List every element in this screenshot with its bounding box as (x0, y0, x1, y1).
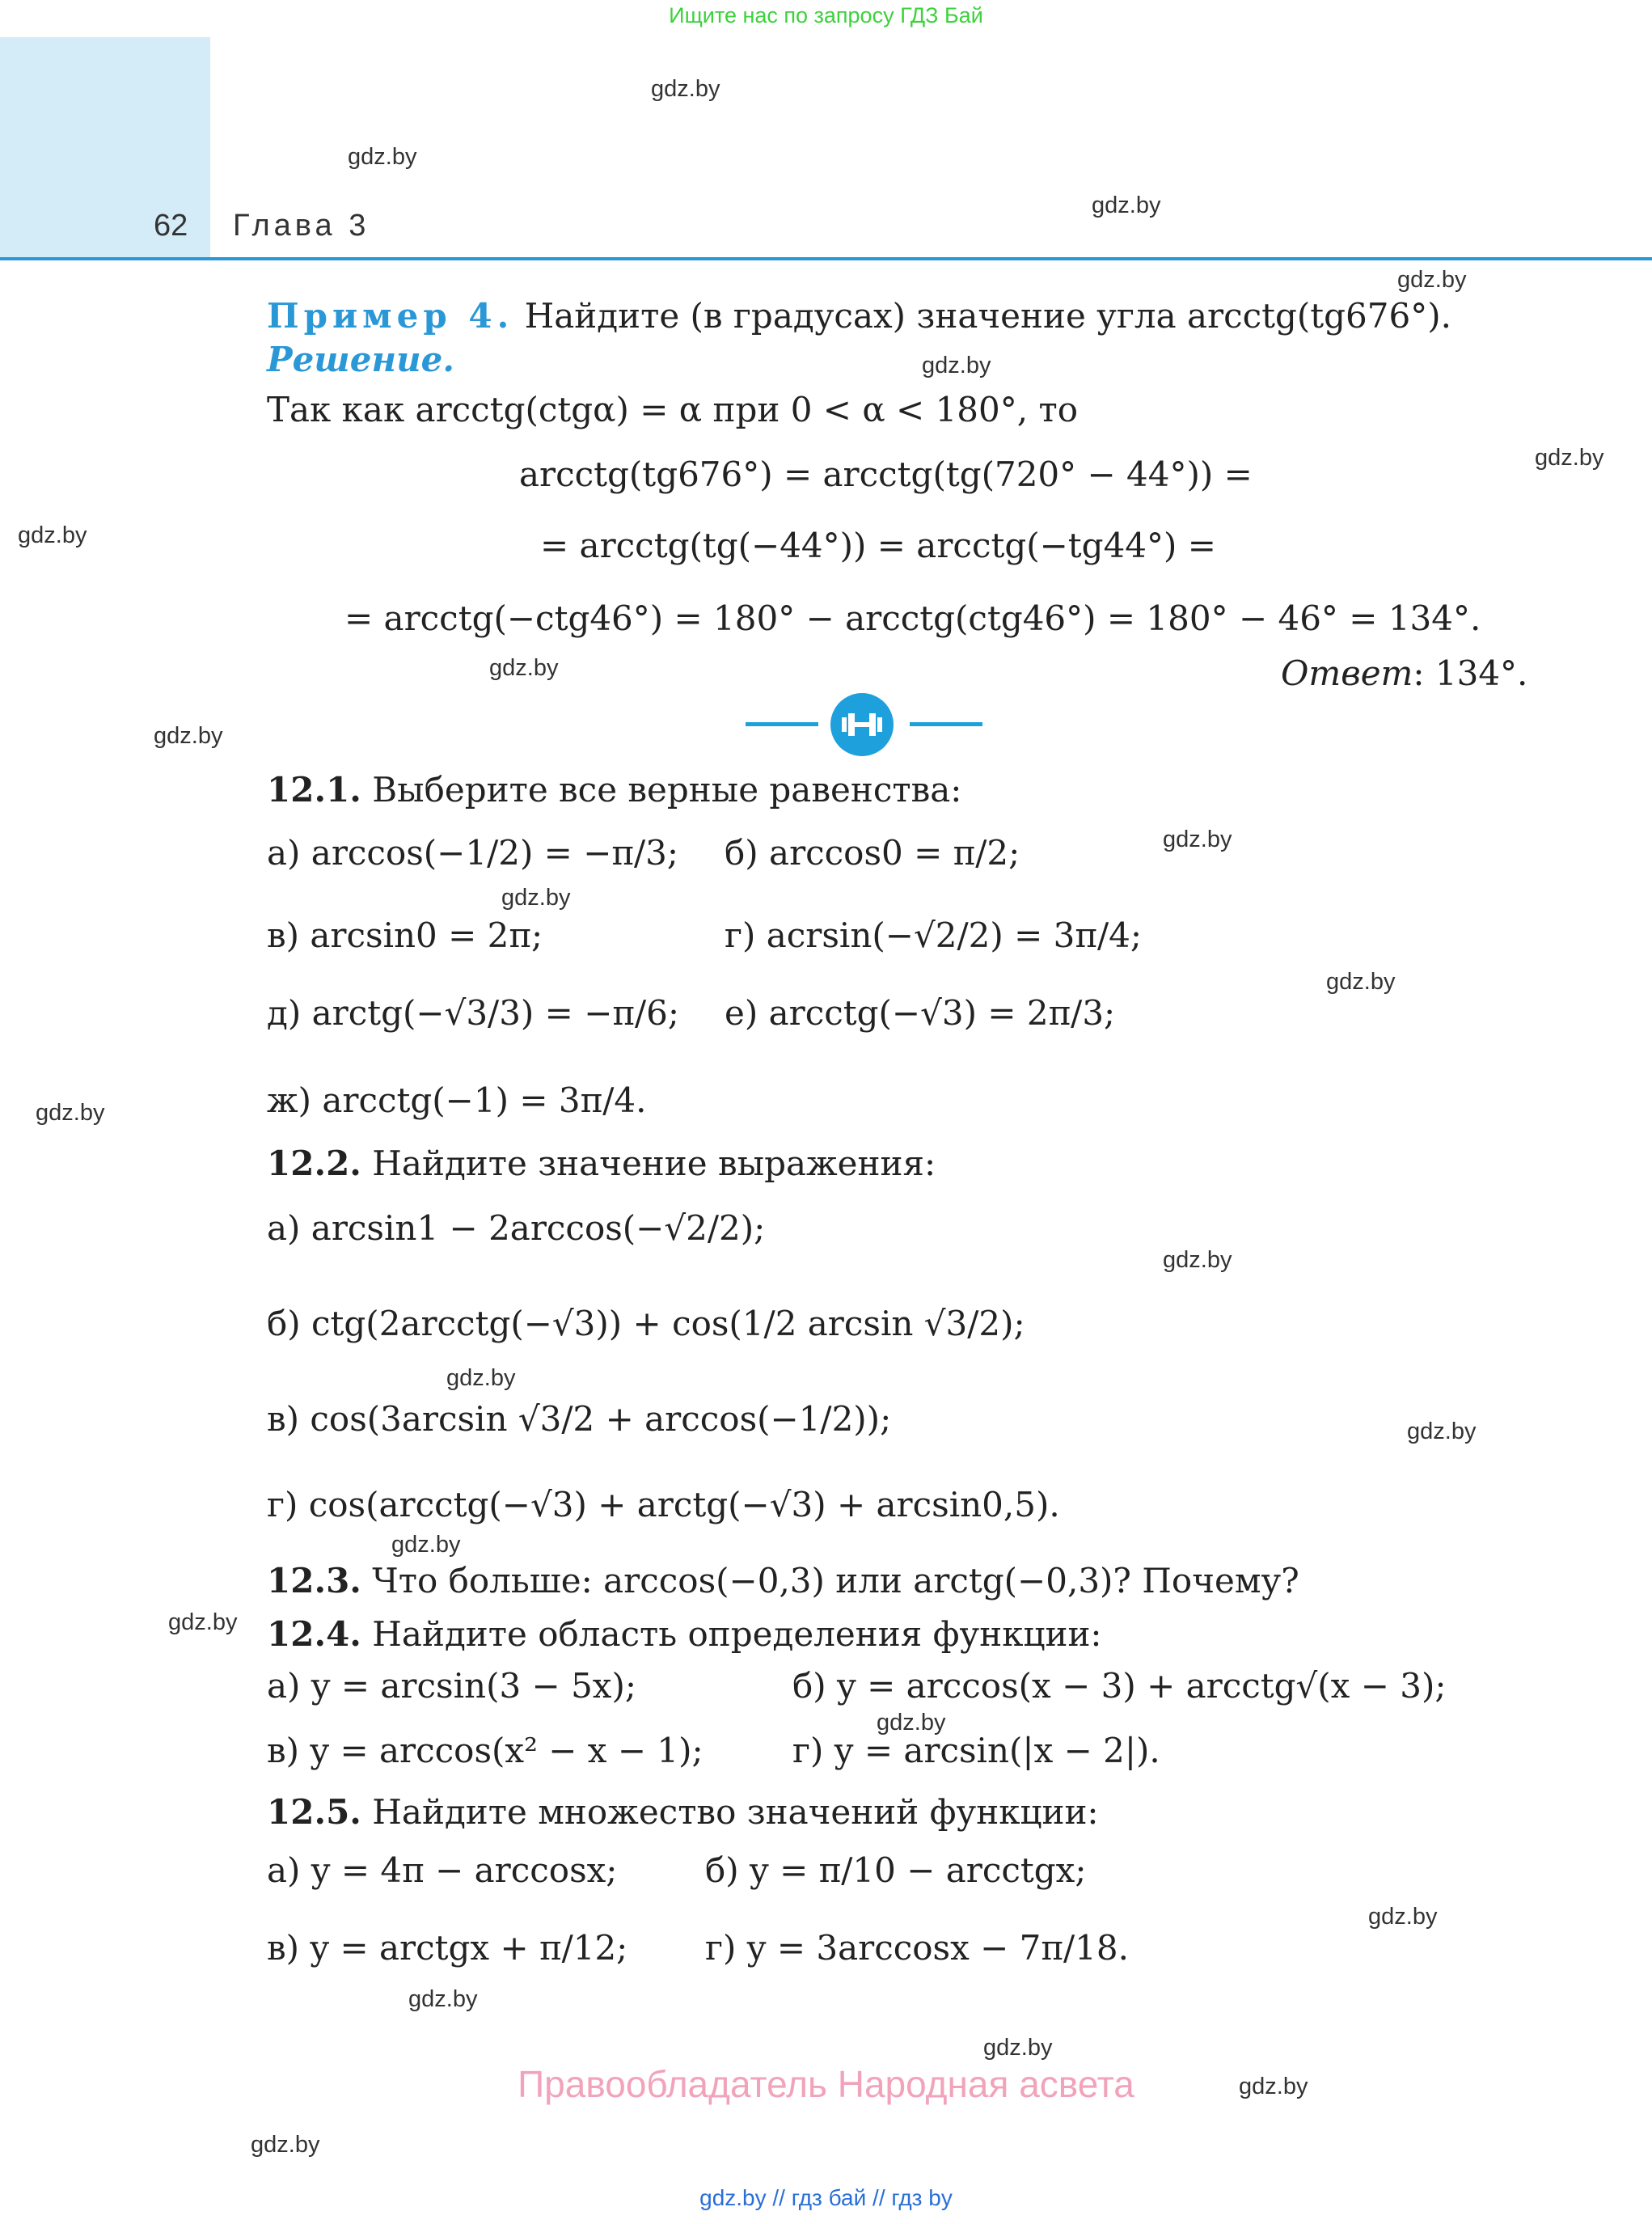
exercise-12-4-b: б) y = arccos(x − 3) + arcctg√(x − 3); (792, 1666, 1447, 1706)
chapter-title: Глава 3 (233, 209, 370, 243)
watermark: gdz.by (922, 353, 991, 378)
exercise-12-2-b: б) ctg(2arcctg(−√3)) + cos(1/2 arcsin √3/2); (267, 1304, 1025, 1343)
answer-value: : 134°. (1413, 653, 1528, 693)
exercise-12-4-v: в) y = arccos(x² − x − 1); (267, 1731, 703, 1770)
exercise-text: Найдите значение выражения: (372, 1144, 936, 1183)
exercise-text: Найдите множество значений функции: (372, 1792, 1099, 1832)
exercise-text: Что больше: arccos(−0,3) или arctg(−0,3)? Почему? (372, 1561, 1299, 1600)
exercise-12-5-title (267, 1792, 1099, 1832)
watermark: gdz.by (501, 885, 571, 911)
watermark: gdz.by (348, 144, 417, 170)
exercise-number: 12.1. (267, 770, 361, 810)
solution-line-4: = arcctg(−ctg46°) = 180° − arcctg(ctg46°) = 180° − 46° = 134°. (344, 598, 1481, 638)
dumbbell-icon (830, 693, 894, 756)
solution-line-1: Так как arcctg(ctgα) = α при 0 < α < 180°, то (267, 390, 1078, 429)
watermark: gdz.by (408, 1986, 478, 2012)
header-rule (0, 257, 1652, 260)
exercise-12-1-zh: ж) arcctg(−1) = 3π/4. (267, 1080, 647, 1120)
watermark: gdz.by (1163, 1247, 1232, 1273)
exercise-12-5-v: в) y = arctgx + π/12; (267, 1928, 628, 1968)
solution-line-3: = arcctg(tg(−44°)) = arcctg(−tg44°) = (540, 526, 1216, 565)
exercise-text: Выберите все верные равенства: (372, 770, 962, 810)
watermark: gdz.by (1092, 192, 1161, 218)
exercise-12-2-v: в) cos(3arcsin √3/2 + arccos(−1/2)); (267, 1399, 892, 1439)
watermark: gdz.by (1368, 1904, 1438, 1930)
answer-label: Ответ (1281, 653, 1413, 693)
watermark: gdz.by (251, 2132, 320, 2158)
exercise-12-1-g: г) acrsin(−√2/2) = 3π/4; (725, 915, 1142, 955)
exercise-12-3 (267, 1561, 1299, 1600)
exercise-12-4-g: г) y = arcsin(|x − 2|). (792, 1731, 1160, 1770)
exercise-12-1-d: д) arctg(−√3/3) = −π/6; (267, 993, 680, 1033)
solution-label: Решение. (267, 340, 454, 379)
exercise-12-1-v: в) arcsin0 = 2π; (267, 915, 543, 955)
watermark: gdz.by (1407, 1419, 1477, 1444)
exercise-12-1-b: б) arccos0 = π/2; (725, 833, 1020, 873)
watermark: gdz.by (1397, 267, 1467, 293)
exercise-number: 12.2. (267, 1144, 361, 1183)
watermark: gdz.by (1535, 445, 1604, 471)
page-number: 62 (154, 209, 188, 243)
exercise-12-2-g: г) cos(arcctg(−√3) + arctg(−√3) + arcsin0,5). (267, 1485, 1060, 1524)
exercise-12-2-a: а) arcsin1 − 2arccos(−√2/2); (267, 1208, 766, 1248)
exercise-12-4-a: а) y = arcsin(3 − 5x); (267, 1666, 637, 1706)
solution-line-2: arcctg(tg676°) = arcctg(tg(720° − 44°)) = (519, 455, 1253, 494)
watermark: gdz.by (1163, 827, 1232, 852)
watermark: gdz.by (446, 1365, 516, 1391)
example-task: Найдите (в градусах) значение угла arcctg(tg676°). (524, 296, 1451, 336)
watermark: gdz.by (651, 76, 720, 102)
watermark: gdz.by (1239, 2074, 1308, 2099)
footer-links[interactable]: gdz.by // гдз бай // гдз by (699, 2185, 953, 2210)
exercise-number: 12.3. (267, 1561, 361, 1600)
watermark: gdz.by (489, 655, 559, 681)
exercise-12-1-a: а) arccos(−1/2) = −π/3; (267, 833, 679, 873)
exercise-12-5-a: а) y = 4π − arccosx; (267, 1850, 618, 1890)
exercise-12-1-title (267, 770, 961, 810)
exercise-number: 12.4. (267, 1614, 361, 1654)
watermark: gdz.by (36, 1100, 105, 1126)
exercise-number: 12.5. (267, 1792, 361, 1832)
watermark: gdz.by (877, 1710, 946, 1736)
watermark: gdz.by (391, 1532, 461, 1558)
watermark: gdz.by (154, 723, 223, 749)
watermark: gdz.by (168, 1609, 238, 1635)
exercise-12-2-title (267, 1144, 936, 1183)
example-title-line (267, 296, 1451, 336)
copyright-owner: Правообладатель Народная асвета (518, 2063, 1134, 2105)
exercise-12-4-title (267, 1614, 1102, 1654)
top-banner: Ищите нас по запросу ГДЗ Бай (669, 3, 983, 27)
divider-line-left (746, 722, 818, 726)
watermark: gdz.by (983, 2035, 1053, 2061)
exercise-text: Найдите область определения функции: (372, 1614, 1102, 1654)
answer-line (1281, 653, 1527, 693)
example-heading: Пример 4. (267, 296, 514, 336)
exercise-12-5-g: г) y = 3arccosx − 7π/18. (705, 1928, 1129, 1968)
divider-line-right (910, 722, 982, 726)
exercise-12-5-b: б) y = π/10 − arcctgx; (705, 1850, 1087, 1890)
watermark: gdz.by (1326, 969, 1396, 995)
exercise-12-1-e: е) arcctg(−√3) = 2π/3; (725, 993, 1116, 1033)
watermark: gdz.by (18, 522, 87, 548)
